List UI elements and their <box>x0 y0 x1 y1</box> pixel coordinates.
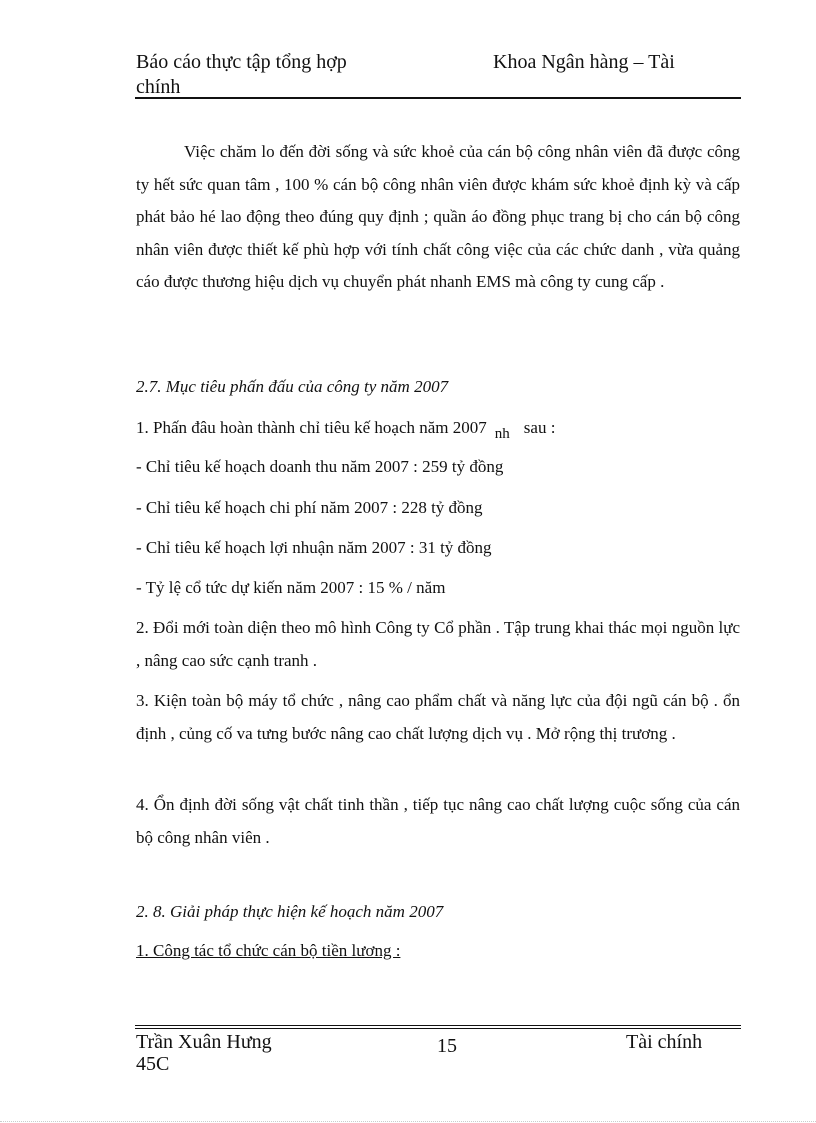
bullet-cost: - Chỉ tiêu kế hoạch chi phí năm 2007 : 228 tỷ đồng <box>136 498 483 517</box>
footer-rule-bottom <box>135 1028 741 1029</box>
goal-1 <box>136 418 556 442</box>
header-title-line1: Báo cáo thực tập tổng hợp <box>136 51 347 73</box>
intro-paragraph: Việc chăm lo đến đời sống và sức khoẻ của cán bộ công nhân viên đã được công ty hết sức quan tâm , 100 % cán bộ công nhân viên được khám sức khoẻ định kỳ và cấp phát bảo hé lao động theo đúng quy định ; quần áo đồng phục trang bị cho cán bộ công nhân viên được thiết kế phù hợp với tính chất công việc của các chức danh , vừa quảng cáo được thương hiệu dịch vụ chuyển phát nhanh EMS mà công ty cung cấp . <box>136 142 740 291</box>
goal-2: 2. Đổi mới toàn diện theo mô hình Công ty Cổ phần . Tập trung khai thác mọi nguồn lực , nâng cao sức cạnh tranh . <box>136 618 740 670</box>
page-number: 15 <box>437 1035 457 1057</box>
footer-author-name: Trần Xuân Hưng <box>136 1031 272 1053</box>
footer-department: Tài chính <box>626 1031 703 1053</box>
goal-3: 3. Kiện toàn bộ máy tổ chức , nâng cao phẩm chất và năng lực của đội ngũ cán bộ . ổn định , củng cố va tưng bước nâng cao chất lượng dịch vụ . Mở rộng thị trương . <box>136 691 740 743</box>
goal-4: 4. Ổn định đời sống vật chất tinh thần , tiếp tục nâng cao chất lượng cuộc sống của cán bộ công nhân viên . <box>136 795 740 847</box>
bullet-dividend: - Tỷ lệ cổ tức dự kiến năm 2007 : 15 % / năm <box>136 578 446 597</box>
footer-author <box>136 1031 336 1075</box>
header-faculty: Khoa Ngân hàng – Tài <box>493 51 675 73</box>
footer-author-class: 45C <box>136 1053 170 1075</box>
subsection-staff-salary: 1. Công tác tổ chức cán bộ tiền lương : <box>136 941 401 960</box>
bullet-profit: - Chỉ tiêu kế hoạch lợi nhuận năm 2007 : 31 tỷ đồng <box>136 538 492 557</box>
page-edge-divider <box>0 1121 816 1122</box>
section-2-7-title: 2.7. Mục tiêu phấn đấu của công ty năm 2007 <box>136 377 449 396</box>
footer-rule-top <box>135 1025 741 1026</box>
section-2-8-title: 2. 8. Giải pháp thực hiện kế hoạch năm 2007 <box>136 902 444 921</box>
goal-1-sub: nh <box>494 426 510 442</box>
header-rule <box>135 97 741 99</box>
header-report-title <box>136 50 436 100</box>
goal-1-main: 1. Phấn đâu hoàn thành chỉ tiêu kế hoạch năm 2007 <box>136 418 487 437</box>
goal-1-tail: sau : <box>523 418 556 437</box>
header-title-line2: chính <box>136 76 181 98</box>
bullet-revenue: - Chỉ tiêu kế hoạch doanh thu năm 2007 : 259 tỷ đồng <box>136 457 504 476</box>
